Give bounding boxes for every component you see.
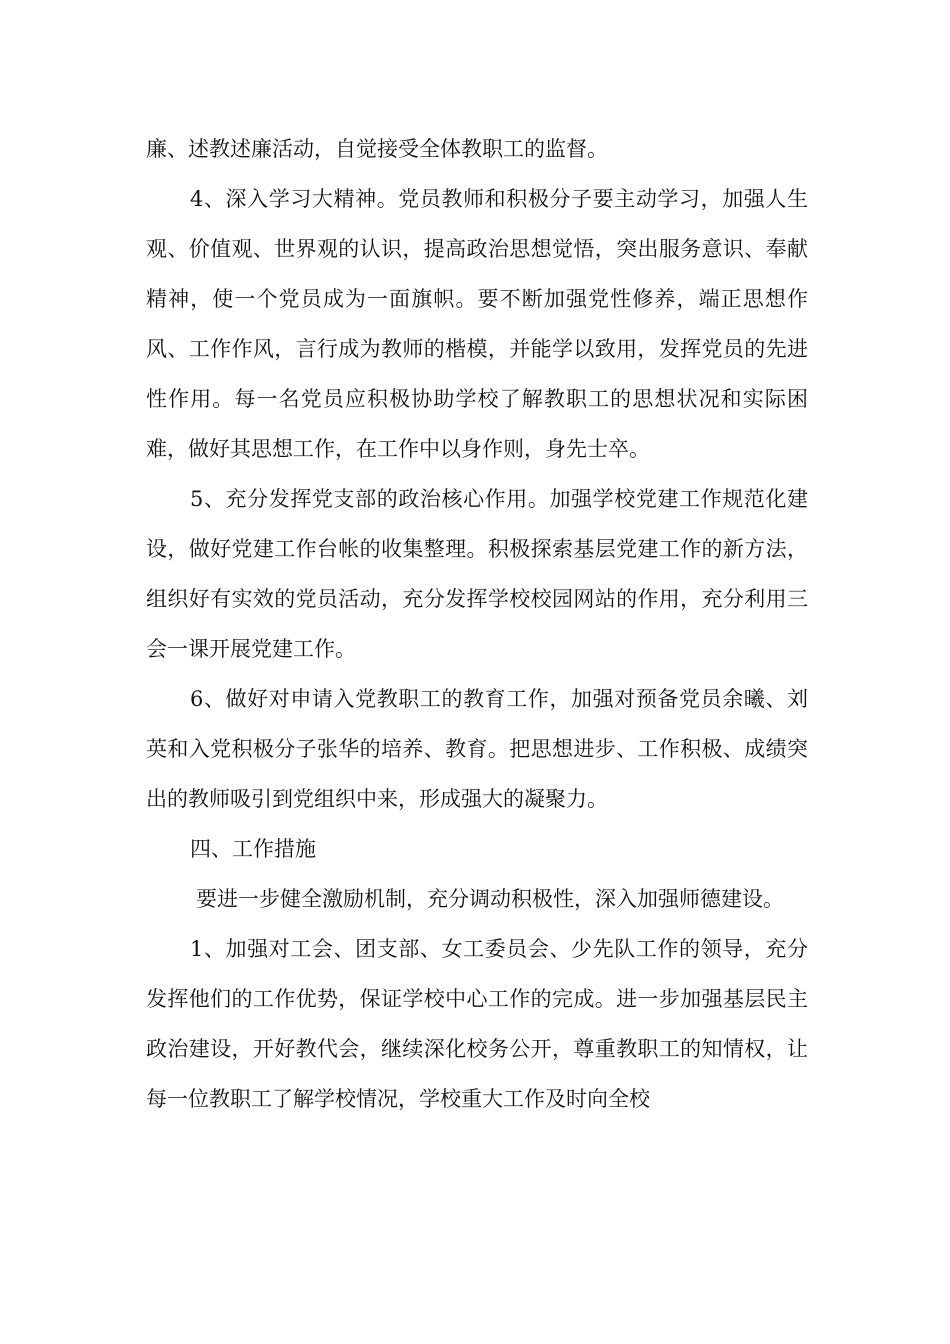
section-heading-measures: 四、工作措施 (190, 837, 316, 861)
paragraph-item-6: 6、做好对申请入党教职工的教育工作，加强对预备党员余曦、刘英和入党积极分子张华的培养、教育。把思想进步、工作积极、成绩突出的教师吸引到党组织中来，形成强大的凝聚力。 (146, 687, 808, 811)
paragraph-item-5: 5、充分发挥党支部的政治核心作用。加强学校党建工作规范化建设，做好党建工作台帐的收集整理。积极探索基层党建工作的新方法，组织好有实效的党员活动，充分发挥学校校园网站的作用，充分利用三会一课开展党建工作。 (146, 487, 808, 661)
paragraph-measure-1: 1、加强对工会、团支部、女工委员会、少先队工作的领导，充分发挥他们的工作优势，保证学校中心工作的完成。进一步加强基层民主政治建设，开好教代会，继续深化校务公开，尊重教职工的知情权，让每一位教职工了解学校情况，学校重大工作及时向全校 (146, 937, 808, 1111)
document-body (146, 124, 808, 1124)
paragraph-measures-intro: 要进一步健全激励机制，充分调动积极性，深入加强师德建设。 (196, 887, 784, 911)
paragraph-item-4: 4、深入学习大精神。党员教师和积极分子要主动学习，加强人生观、价值观、世界观的认识，提高政治思想觉悟，突出服务意识、奉献精神，使一个党员成为一面旗帜。要不断加强党性修养，端正思想作风、工作作风，言行成为教师的楷模，并能学以致用，发挥党员的先进性作用。每一名党员应积极协助学校了解教职工的思想状况和实际困难，做好其思想工作，在工作中以身作则，身先士卒。 (146, 187, 808, 461)
paragraph-continuation: 廉、述教述廉活动，自觉接受全体教职工的监督。 (146, 137, 608, 161)
